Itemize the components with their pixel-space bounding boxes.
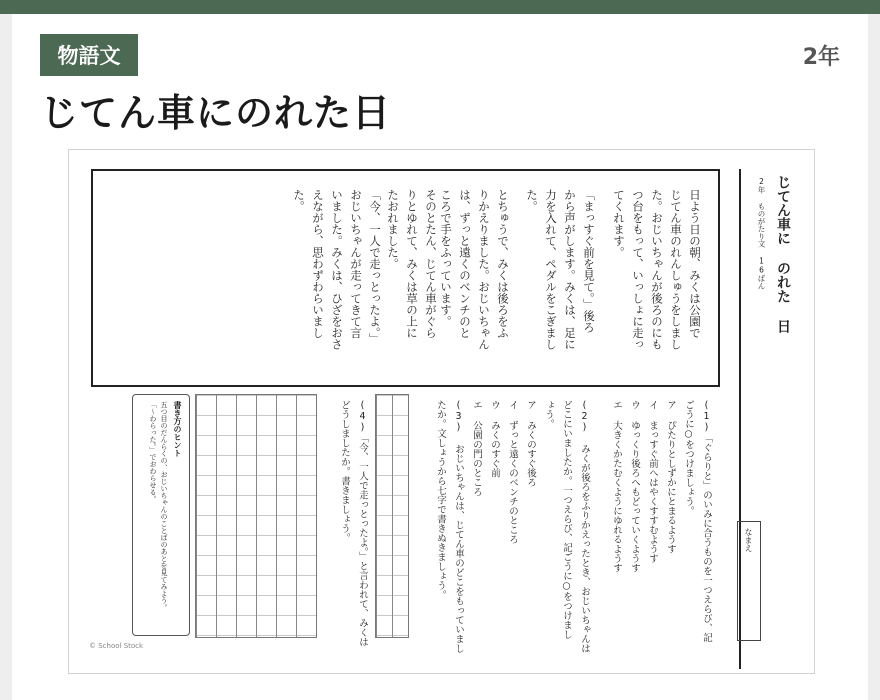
question-1-choice[interactable]: ア ぴたりとしずかにとまるようす — [665, 400, 676, 554]
writing-hint — [132, 394, 190, 636]
question-4-prompt: (4)「今、一人で走っとったよ。」と言われて、みくは どうしましたか。書きましょう。 — [339, 400, 368, 647]
answer-grid-q3[interactable] — [375, 394, 409, 638]
question-1-prompt: (1)「ぐらりと」のいみに合うものを一つえらび、記 ごうに○をつけましょう。 — [683, 400, 712, 642]
hint-text: 五つ目のだんらくの、おじいちゃんのことばのあとを見てみよう。 「〜わらった。」でおわらせる。 — [149, 401, 168, 611]
story-paragraph: そのとたん、じてん車がぐら りとゆれて、みくは草の上に たおれました。 — [386, 189, 438, 339]
worksheet-title: じてん車に のれた 日 — [775, 175, 791, 333]
question-3-prompt: (3) おじいちゃんは、じてん車のどこをもっていまし たか。文しょうから七字で書きぬきましょう。 — [435, 400, 464, 653]
question-2-prompt: (2) みくが後ろをふりかえったとき、おじいちゃんは どこにいましたか。一つえらび、記ごうに○をつけまし ょう。 — [543, 400, 590, 653]
question-1-choice[interactable]: イ まっすぐ前へはやくすすむようす — [647, 400, 658, 563]
name-label: なまえ — [744, 528, 753, 552]
hint-title: 書き方のヒント — [173, 401, 182, 457]
question-2-choice[interactable]: ウ みくのすぐ前 — [489, 400, 500, 478]
page-title: じてん車にのれた日 — [40, 91, 392, 135]
worksheet-preview — [68, 149, 815, 674]
question-2-choice[interactable]: エ 公園の門のところ — [471, 400, 482, 497]
story-paragraph: 日よう日の朝、みくは公園で じてん車のれんしゅうをしまし た。おじいちゃんが後ろのにも つ台をもって、いっしょに走っ てくれます。 — [612, 189, 702, 350]
question-1-choice[interactable]: ウ ゆっくり後ろへもどっていくようす — [629, 400, 640, 573]
story-box — [91, 169, 720, 387]
category-tag: 物語文 — [40, 34, 138, 76]
worksheet-meta: 2年 ものがたり文 16ばん — [757, 177, 766, 290]
story-paragraph: 「まっすぐ前を見て。」後ろ から声がします。みくは、足に 力を入れて、ペダルをこぎまし た。 — [525, 189, 596, 350]
top-accent-bar — [0, 0, 880, 14]
copyright: © School Stock — [89, 642, 144, 650]
question-2-choice[interactable]: イ ずっと遠くのベンチのところ — [507, 400, 518, 544]
story-paragraph: とちゅうで、みくは後ろをふ りかえりました。おじいちゃん は、ずっと遠くのベンチのと ころで手をふっています。 — [439, 189, 510, 350]
question-2-choice[interactable]: ア みくのすぐ後ろ — [525, 400, 536, 487]
story-paragraph: 「今、一人で走っとったよ。」 おじいちゃんが走ってきて言 いました。みくは、ひざをおさ えながら、思わずわらいまし た。 — [292, 189, 382, 350]
grade-label: 2年 — [802, 45, 840, 70]
question-1-choice[interactable]: エ 大きくかたむくようにゆれるようす — [611, 400, 622, 573]
answer-grid-q4[interactable] — [195, 394, 317, 638]
name-field[interactable] — [737, 521, 761, 641]
